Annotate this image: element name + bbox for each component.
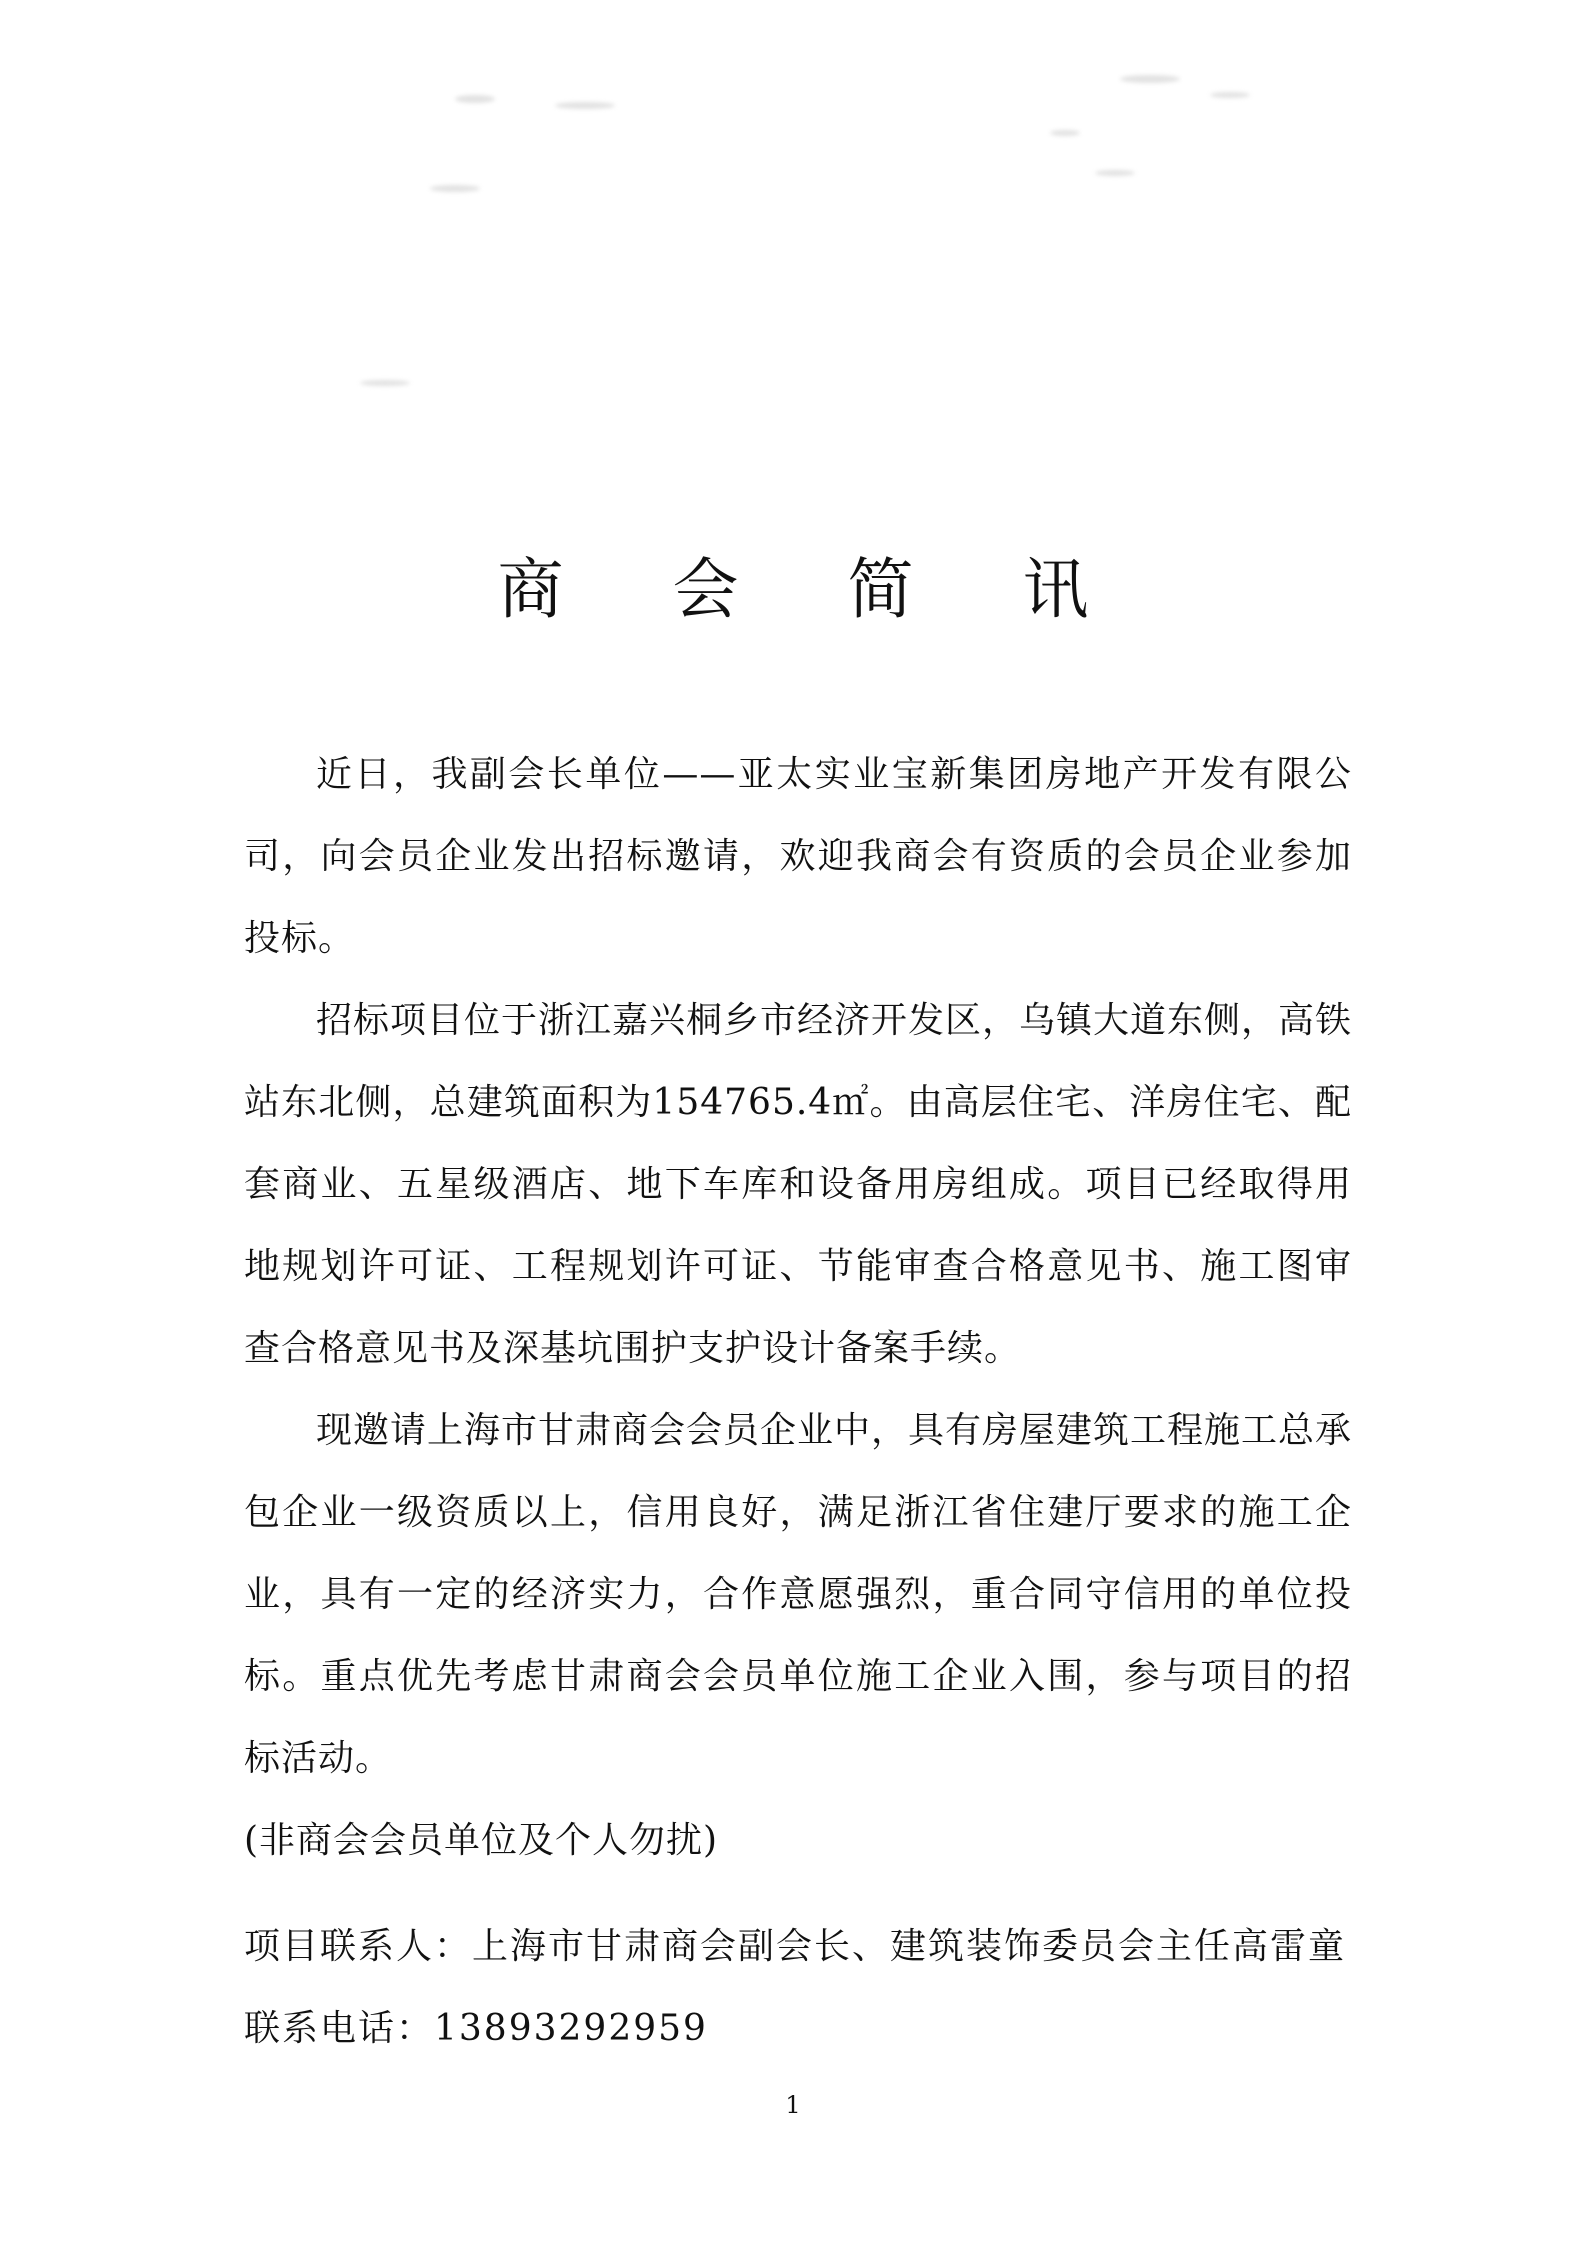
scan-smudge <box>1095 170 1135 176</box>
contact-phone: 联系电话：13893292959 <box>244 2008 708 2049</box>
scan-smudge <box>1120 75 1180 83</box>
body-paragraph: 招标项目位于浙江嘉兴桐乡市经济开发区，乌镇大道东侧，高铁站东北侧，总建筑面积为154765.4㎡。由高层住宅、洋房住宅、配套商业、五星级酒店、地下车库和设备用房组成。项目已经取得用地规划许可证、工程规划许可证、节能审查合格意见书、施工图审查合格意见书及深基坑围护支护设计备案手续。 <box>244 1000 1353 1369</box>
contact-person: 项目联系人：上海市甘肃商会副会长、建筑装饰委员会主任高雷童 <box>244 1926 1347 1967</box>
scan-smudge <box>455 95 495 103</box>
scan-smudge <box>1050 130 1080 136</box>
exclusion-note: (非商会会员单位及个人勿扰) <box>244 1820 719 1861</box>
scan-smudge <box>1210 92 1250 98</box>
document-body <box>244 734 1352 1882</box>
scan-smudge <box>360 380 410 386</box>
document-title: 商 会 简 讯 <box>497 551 1133 628</box>
contact-block <box>244 1906 1352 2070</box>
body-paragraph: 现邀请上海市甘肃商会会员企业中，具有房屋建筑工程施工总承包企业一级资质以上，信用良好，满足浙江省住建厅要求的施工企业，具有一定的经济实力，合作意愿强烈，重合同守信用的单位投标。重点优先考虑甘肃商会会员单位施工企业入围，参与项目的招标活动。 <box>244 1410 1353 1779</box>
scan-smudge <box>430 185 480 192</box>
page-number: 1 <box>785 2091 801 2119</box>
scan-smudge <box>555 102 615 109</box>
body-paragraph: 近日，我副会长单位——亚太实业宝新集团房地产开发有限公司，向会员企业发出招标邀请，欢迎我商会有资质的会员企业参加投标。 <box>244 754 1352 959</box>
